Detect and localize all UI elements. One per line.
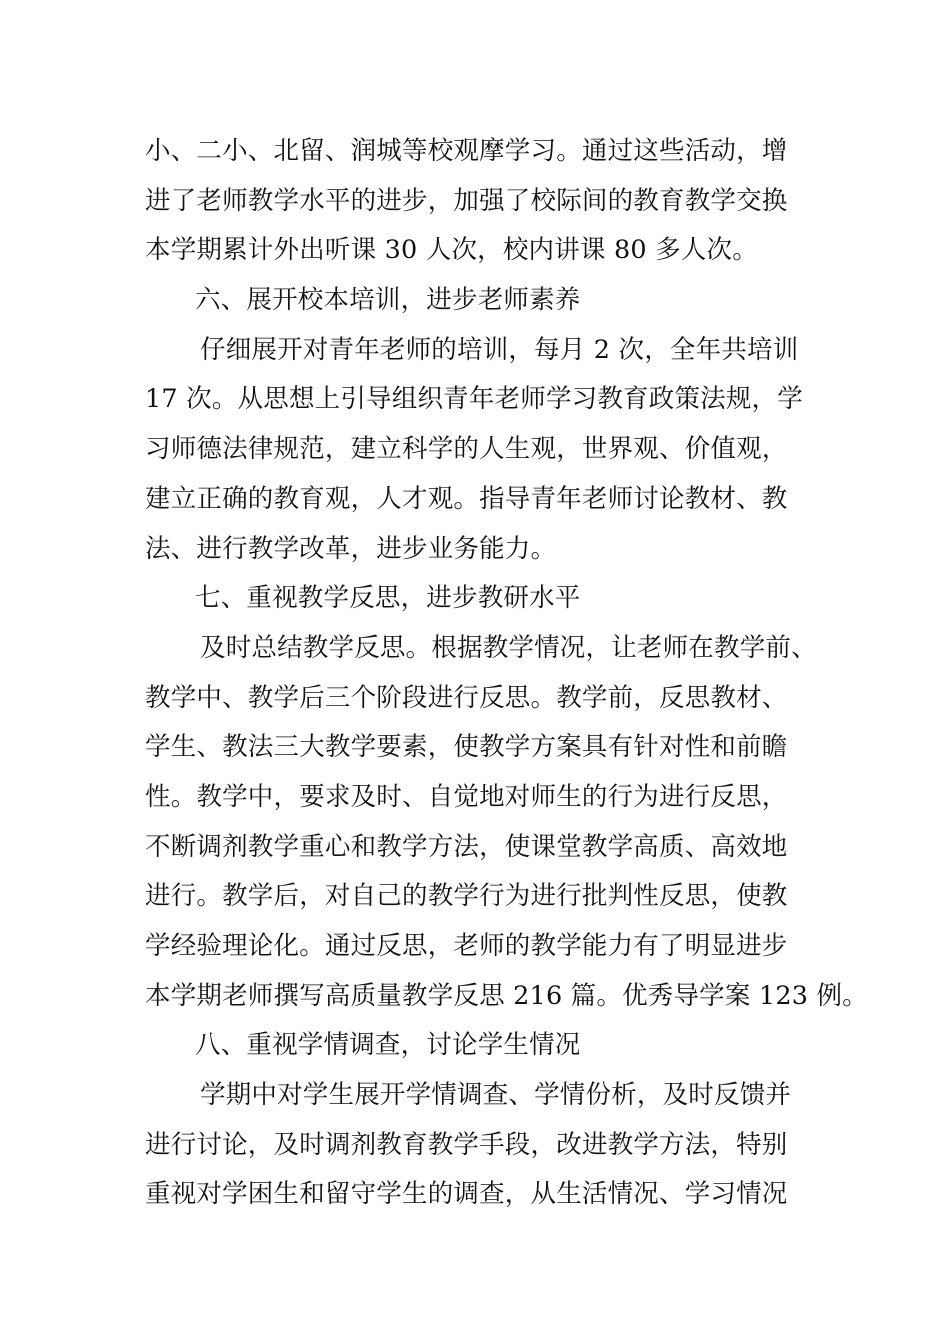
paragraph-line: 进了老师教学水平的进步，加强了校际间的教育教学交换 (145, 185, 788, 216)
section-heading-7: 七、重视教学反思，进步教研水平 (195, 583, 581, 614)
paragraph-line: 学经验理论化。通过反思，老师的教学能力有了明显进步 (145, 931, 788, 961)
paragraph-line: 本学期老师撰写高质量教学反思 216 篇。优秀导学案 123 例。 (145, 980, 868, 1011)
paragraph-line: 学期中对学生展开学情调查、学情份析，及时反馈并 (200, 1080, 792, 1111)
paragraph-line: 及时总结教学反思。根据教学情况，让老师在教学前、 (200, 632, 817, 663)
section-heading-8: 八、重视学情调查，讨论学生情况 (195, 1030, 581, 1061)
paragraph-line: 17 次。从思想上引导组织青年老师学习教育政策法规，学 (145, 384, 803, 415)
paragraph-line: 进行。教学后，对自己的教学行为进行批判性反思，使教 (145, 881, 788, 912)
document-body (145, 127, 868, 1220)
paragraph-line: 仔细展开对青年老师的培训，每月 2 次，全年共培训 (200, 334, 799, 365)
paragraph-line: 进行讨论，及时调剂教育教学手段，改进教学方法，特别 (145, 1129, 788, 1160)
paragraph-line: 法、进行教学改革，进步业务能力。 (145, 533, 557, 564)
paragraph-line: 本学期累计外出听课 30 人次，校内讲课 80 多人次。 (145, 235, 758, 266)
paragraph-line: 建立正确的教育观，人才观。指导青年老师讨论教材、教 (145, 483, 788, 514)
paragraph-line: 教学中、教学后三个阶段进行反思。教学前，反思教材、 (145, 682, 788, 713)
paragraph-line: 小、二小、北留、润城等校观摩学习。通过这些活动，增 (145, 136, 788, 166)
paragraph-line: 不断调剂教学重心和教学方法，使课堂教学高质、高效地 (145, 831, 788, 862)
paragraph-line: 重视对学困生和留守学生的调查，从生活情况、学习情况 (145, 1179, 788, 1210)
paragraph-line: 学生、教法三大教学要素，使教学方案具有针对性和前瞻 (145, 732, 788, 763)
paragraph-line: 性。教学中，要求及时、自觉地对师生的行为进行反思， (145, 781, 788, 812)
paragraph-line: 习师德法律规范，建立科学的人生观，世界观、价值观， (145, 434, 788, 465)
section-heading-6: 六、展开校本培训，进步老师素养 (195, 285, 581, 316)
